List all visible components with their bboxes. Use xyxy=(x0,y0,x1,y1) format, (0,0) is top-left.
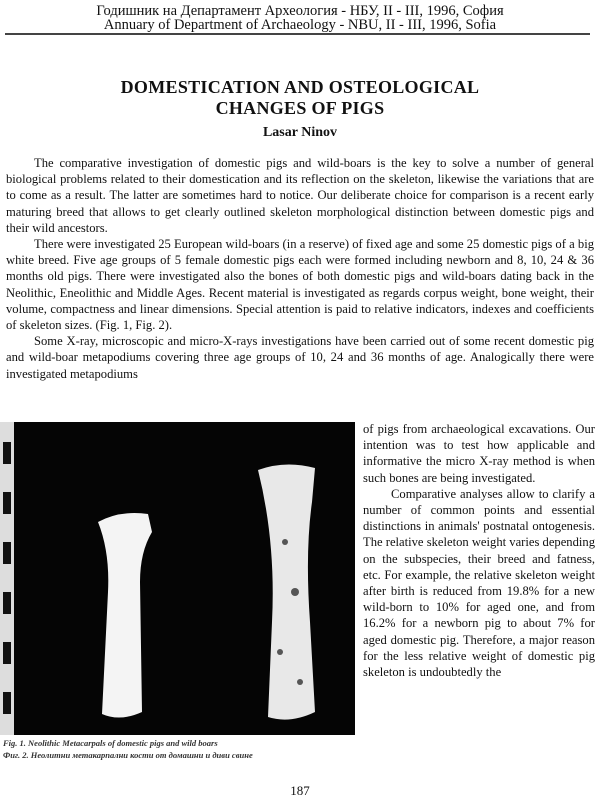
title-line-1: DOMESTICATION AND OSTEOLOGICAL xyxy=(120,77,480,97)
page-number: 187 xyxy=(290,783,310,798)
figure-photo-metacarpals xyxy=(0,422,355,735)
right-column-text xyxy=(363,421,595,680)
journal-header-en: Annuary of Department of Archaeology - NBU, II - III, 1996, Sofia xyxy=(103,17,497,33)
author: Lasar Ninov xyxy=(262,125,338,140)
paragraph: of pigs from archaeological excavations. Our intention was to test how applicable and informative the micro X-ray method is when such bones are being investigated. xyxy=(363,422,595,485)
paragraph: Comparative analyses allow to clarify a number of common points and essential distinctions in animals' postnatal ontogenesis. The relative skeleton weight varies depending on the subspecies, their breed and fatness, etc. For example, the relative skeleton weight after birth is reduced from 19.8% for a new wild-born to 10% for aged one, and from 16.2% for a newborn pig to about 7% for aged domestic pig. Therefore, a major reason for the less relative weight of domestic pig skeleton is undoubtedly the xyxy=(363,486,595,680)
figure-caption-bg: Фиг. 2. Неолитни метакарпални кости от домашни и диви свине xyxy=(3,750,253,760)
title-line-2: CHANGES OF PIGS xyxy=(215,98,385,118)
header-rule xyxy=(5,33,590,35)
paragraph: There were investigated 25 European wild-boars (in a reserve) of fixed age and some 25 domestic pigs of a big white breed. Five age groups of 5 female domestic pigs each were formed including newborn and 8, 10, 24 & 36 months old pigs. There were investigated also the bones of both domestic pigs and wild-boars dating back in the Neolithic, Eneolithic and Middle Ages. Recent material is investigated as regards corpus weight, bone weight, their volume, compactness and linear dimensions. Special attention is paid to relative indicators, indexes and coefficients of skeleton sizes. (Fig. 1, Fig. 2). xyxy=(6,237,594,333)
article-title xyxy=(0,77,600,119)
paragraph: The comparative investigation of domestic pigs and wild-boars is the key to solve a number of general biological problems related to their domestication and its reflection on the skeleton, likewise the variations that are to come as a result. The latter are sometimes hard to notice. Our deliberate choice for comparison is a recent early maturing breed that allows to get clearly outlined skeleton morphological distinction between domestic pigs and their wild ancestors. xyxy=(6,156,594,235)
figure-caption-en: Fig. 1. Neolithic Metacarpals of domestic pigs and wild boars xyxy=(3,738,218,748)
journal-header-bg: Годишник на Департамент Археология - НБУ, II - III, 1996, София xyxy=(96,3,504,19)
body-text xyxy=(6,155,594,382)
paragraph: Some X-ray, microscopic and micro-X-rays investigations have been carried out of some recent domestic pig and wild-boar metapodiums covering three age groups of 10, 24 and 36 months of age. Analogically there were investigated metapodiums xyxy=(6,334,594,381)
